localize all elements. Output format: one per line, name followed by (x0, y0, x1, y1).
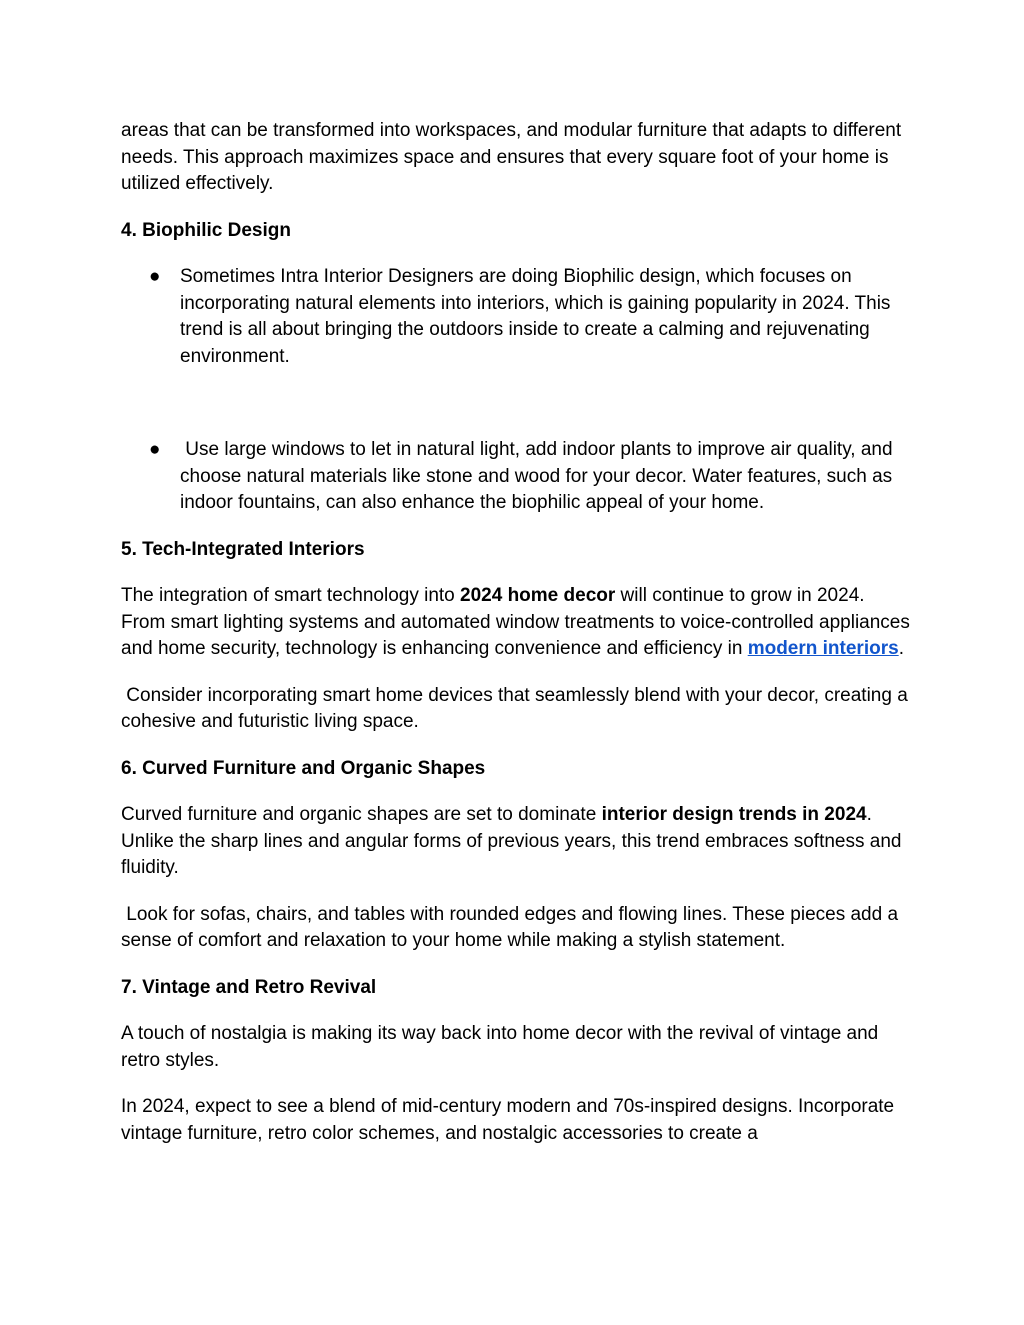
section-7-paragraph-1: A touch of nostalgia is making its way back into home decor with the revival of vintage and retro styles. (121, 1023, 879, 1071)
intro-paragraph: areas that can be transformed into workspaces, and modular furniture that adapts to different needs. This approach maximizes space and ensures that every square foot of your home is utilized effectively. (121, 120, 902, 194)
section-6-heading: 6. Curved Furniture and Organic Shapes (121, 757, 486, 779)
section-7-heading: 7. Vintage and Retro Revival (121, 976, 377, 998)
text-run: . Unlike the sharp lines and angular forms of previous years, this trend embraces softness and fluidity. (121, 804, 902, 878)
text-run: The integration of smart technology into (121, 585, 461, 606)
bullet-icon: ● (149, 439, 161, 460)
modern-interiors-link[interactable]: modern interiors (747, 638, 899, 659)
section-6-paragraph-2: Look for sofas, chairs, and tables with rounded edges and flowing lines. These pieces add a sense of comfort and relaxation to your home while making a stylish statement. (121, 903, 904, 951)
section-5-paragraph-1 (121, 583, 911, 663)
bullet-text: Use large windows to let in natural light, add indoor plants to improve air quality, and choose natural materials like stone and wood for your decor. Water features, such as indoor fountains, can also enhance the biophilic appeal of your home. (180, 439, 898, 513)
list-item (121, 264, 911, 370)
bold-keyword: interior design trends in 2024 (601, 804, 867, 825)
section-5-paragraph-2: Consider incorporating smart home devices that seamlessly blend with your decor, creating a cohesive and futuristic living space. (121, 684, 914, 732)
bullet-text: Sometimes Intra Interior Designers are doing Biophilic design, which focuses on incorporating natural elements into interiors, which is gaining popularity in 2024. This trend is all about bringing the outdoors inside to create a calming and rejuvenating environment. (180, 266, 891, 367)
text-run: Curved furniture and organic shapes are set to dominate (121, 804, 602, 825)
section-4-heading: 4. Biophilic Design (121, 219, 291, 241)
bold-keyword: 2024 home decor (460, 585, 616, 606)
text-run: . (898, 638, 904, 659)
section-5-heading: 5. Tech-Integrated Interiors (121, 538, 365, 560)
section-6-paragraph-1 (121, 802, 911, 882)
section-4-bullet-list (121, 264, 911, 517)
section-7-paragraph-2: In 2024, expect to see a blend of mid-century modern and 70s-inspired designs. Incorporate vintage furniture, retro color schemes, and nostalgic accessories to create a (121, 1096, 895, 1144)
document-page (121, 118, 914, 1167)
text-run: will continue to grow in 2024. From smart lighting systems and automated window treatments to voice-controlled appliances and home security, technology is enhancing convenience and efficiency in (121, 585, 910, 659)
bullet-icon: ● (149, 266, 161, 287)
list-item (121, 437, 911, 517)
